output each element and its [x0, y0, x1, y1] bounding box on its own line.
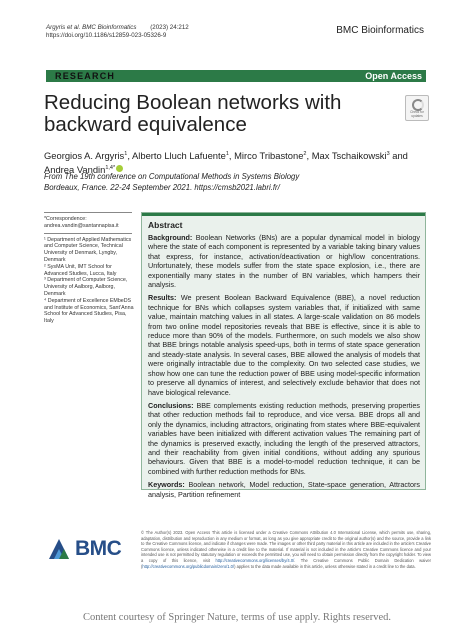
- affiliation: ³ Department of Computer Science, University of Aalborg, Aalborg, Denmark: [44, 277, 128, 297]
- sidebar-divider: [44, 212, 132, 213]
- author-affiliation-ref: 1,4*: [105, 165, 116, 172]
- correspondence-label: *Correspondence:: [44, 216, 87, 222]
- abstract-section: [148, 480, 420, 499]
- license-text: [141, 530, 431, 569]
- citation-journal: BMC Bioinformatics: [82, 24, 137, 31]
- author-name: Alberto Lluch Lafuente: [132, 150, 226, 162]
- courtesy-footer: Content courtesy of Springer Nature, terms of use apply. Rights reserved.: [82, 612, 392, 623]
- author-name: Georgios A. Argyris: [44, 150, 125, 162]
- abstract-box: [141, 212, 426, 499]
- citation-header: [46, 24, 189, 40]
- abstract-section: [148, 233, 420, 289]
- sidebar-divider: [44, 233, 132, 234]
- conference-line: From The 19th conference on Computational Methods in Systems Biology: [44, 172, 300, 181]
- check-for-updates-badge[interactable]: [405, 95, 429, 121]
- article-type-label: RESEARCH: [55, 71, 116, 81]
- doi-link[interactable]: https://doi.org/10.1186/s12859-023-05326-9: [46, 32, 167, 39]
- correspondence-sidebar: [44, 212, 134, 325]
- affiliation: ¹ Department of Applied Mathematics and Computer Science, Technical University of Denmark, Lyngby, Denmark: [44, 236, 132, 263]
- abstract-body: [148, 233, 420, 503]
- bmc-logo: [47, 537, 137, 561]
- check-for-updates-text: Check for updates: [410, 110, 424, 118]
- citation-authors: Argyris et al.: [46, 24, 81, 31]
- section-text: Boolean Networks (BNs) are a popular dynamical model in biology where the state of each component is represented by a variable taking binary values that express, for instance, activation/deactivation or high/low concentrations. Unfortunately, these models suffer from the state space explosion, i.e., there are exponentially many states in the number of BN variables, which hampers their analysis.: [148, 233, 420, 290]
- section-label: Results:: [148, 293, 177, 303]
- article-title: Reducing Boolean networks with backward equivalence: [44, 91, 342, 136]
- abstract-heading: Abstract: [148, 220, 183, 230]
- cc-license-link[interactable]: http://creativecommons.org/licenses/by/4.0/: [215, 557, 295, 563]
- author-list: Georgios A. Argyris$^1$, Alberto Lluch Lafuente$^1$, Mirco Tribastone$^2$, Max Tschaikowski$^3$ and Andrea Vandin$^{1,4*}$: [44, 150, 408, 176]
- bmc-wordmark: BMC: [75, 537, 122, 560]
- correspondence-email[interactable]: andrea.vandin@santannapisa.it: [44, 222, 119, 229]
- author-affiliation-ref: 2: [303, 151, 307, 157]
- section-label: Conclusions:: [148, 400, 194, 410]
- section-label: Background:: [148, 233, 193, 242]
- author-affiliation-ref: 1: [225, 151, 229, 157]
- affiliation: ² SysMA Unit, IMT School for Advanced Studies, Lucca, Italy: [44, 263, 117, 277]
- conference-line: Bordeaux, France. 22-24 September 2021. https://cmsb2021.labri.fr/: [44, 183, 280, 192]
- citation-year: (2023) 24:212: [150, 24, 189, 31]
- research-banner: [46, 70, 426, 82]
- abstract-section: [148, 401, 420, 476]
- abstract-top-rule: [142, 213, 425, 216]
- abstract-section: [148, 293, 420, 396]
- author-name: Andrea Vandin: [44, 164, 106, 176]
- journal-name: BMC Bioinformatics: [336, 25, 424, 36]
- open-access-label: Open Access: [365, 71, 422, 81]
- section-text: We present Boolean Backward Equivalence (BBE), a novel reduction technique for BNs which collapses system variables that, if initialized with same value, maintain matching values in all states. A large-scale validation on 86 models from two online model repositories reveals that BBE is effective, since it is able to reduce more than 90% of the models. Furthermore, on such models we also show that BBE brings notable analysis speed-ups, both in terms of state space generation and steady-state analysis. In several cases, BBE allowed the analysis of models that were originally intractable due to the complexity. On two selected case studies, we show how one can tune the reduction power of BBE using model-specific information to preserve all dynamics of interest, and selectively exclude behavior that does not have biological relevance.: [148, 293, 421, 397]
- bmc-mark-icon: [47, 537, 71, 561]
- license-mid: . The Creative Commons Public Domain Dedication waiver (: [141, 557, 432, 569]
- author-affiliation-ref: 1: [124, 151, 128, 157]
- cc-zero-link[interactable]: http://creativecommons.org/publicdomain/zero/1.0/: [142, 563, 235, 569]
- license-body: © The Author(s) 2023. Open Access This article is licensed under a Creative Commons Attribution 4.0 International License, which permits use, sharing, adaptation, distribution and reproduction in any medium or format, as long as you give appropriate credit to the original author(s) and the source, provide a link to the Creative Commons licence, and indicate if changes were made. The images or other third party material in this article are included in the article's Creative Commons licence, unless indicated otherwise in a credit line to the material. If material is not included in the article's Creative Commons licence and your intended use is not permitted by statutory regulation or exceeds the permitted use, you will need to obtain permission directly from the copyright holder. To view a copy of this licence, visit: [141, 530, 431, 563]
- author-name: Mirco Tribastone: [234, 150, 304, 162]
- section-text: BBE complements existing reduction methods, preserving properties that other reduction methods fail to reproduce, and vice versa. BBE drops all and only the dynamics, including attractors, originating from states where BBE-equivalent variables have been initialized with different activation values The remaining part of the dynamics is preserved exactly, including the length of the preserved attractors, and their reachability from given initial conditions, without adding any spurious behaviours. Given that BBE is a model-to-model reduction technique, it can be combined with further reduction methods for BNs.: [148, 400, 420, 476]
- section-label: Keywords:: [148, 480, 185, 490]
- affiliation: ⁴ Department of Excellence EMbeDS and Institute of Economics, Sant’Anna School for Advanced Studies, Pisa, Italy: [44, 297, 134, 325]
- license-end: ) applies to the data made available in this article, unless otherwise stated in a credit line to the data.: [234, 563, 416, 569]
- conference-note: [44, 171, 424, 193]
- author-affiliation-ref: 3: [386, 151, 390, 157]
- section-text: Boolean network, Model reduction, State-space generation, Attractors analysis, Partition refinement: [148, 480, 420, 499]
- author-name: Max Tschaikowski: [311, 150, 387, 162]
